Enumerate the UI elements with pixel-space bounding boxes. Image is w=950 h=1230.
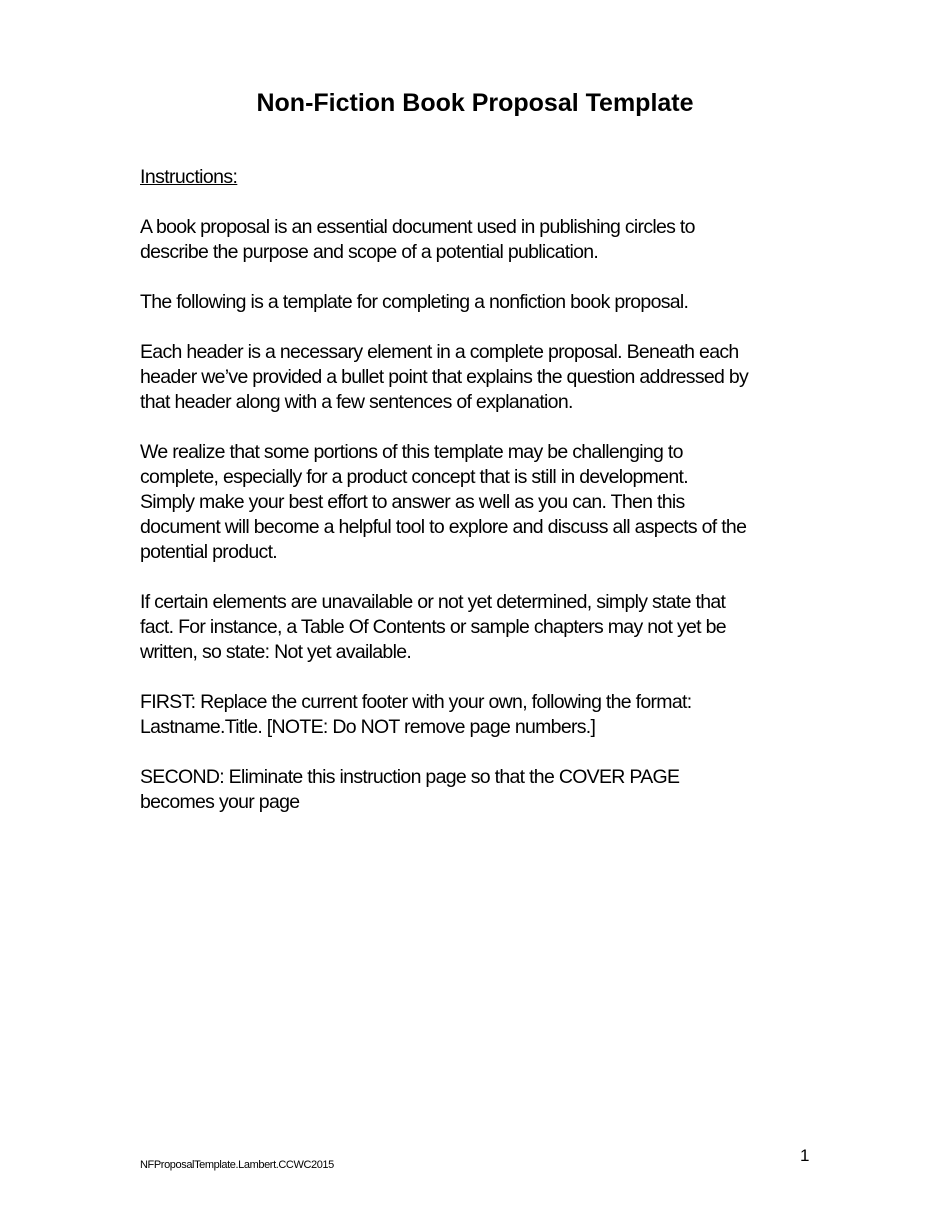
paragraph-line: potential product.: [140, 541, 278, 563]
page-number: 1: [800, 1146, 810, 1165]
paragraph-line: SECOND: Eliminate this instruction page so that the COVER PAGE: [140, 766, 680, 788]
paragraph-template-intro: [140, 290, 830, 315]
document-title: Non-Fiction Book Proposal Template: [256, 89, 694, 117]
instructions-section: [140, 165, 830, 840]
paragraph-unavailable-elements: [140, 590, 830, 665]
paragraph-challenges: [140, 440, 830, 565]
paragraph-line: Each header is a necessary element in a complete proposal. Beneath each: [140, 341, 739, 363]
paragraph-line: Simply make your best effort to answer as well as you can. Then this: [140, 491, 685, 513]
paragraph-line: Lastname.Title. [NOTE: Do NOT remove page numbers.]: [140, 716, 596, 738]
paragraph-second-step: [140, 765, 830, 815]
paragraph-line: FIRST: Replace the current footer with your own, following the format:: [140, 691, 692, 713]
paragraph-line: becomes your page: [140, 791, 300, 813]
paragraph-line: A book proposal is an essential document used in publishing circles to: [140, 216, 695, 238]
paragraph-line: written, so state: Not yet available.: [140, 641, 412, 663]
paragraph-line: header we’ve provided a bullet point that explains the question addressed by: [140, 366, 749, 388]
paragraph-line: fact. For instance, a Table Of Contents or sample chapters may not yet be: [140, 616, 726, 638]
paragraph-line: document will become a helpful tool to explore and discuss all aspects of the: [140, 516, 747, 538]
paragraph-header-explanation: [140, 340, 830, 415]
paragraph-line: complete, especially for a product concept that is still in development.: [140, 466, 688, 488]
paragraph-line: that header along with a few sentences of explanation.: [140, 391, 573, 413]
instructions-heading: Instructions:: [140, 166, 238, 188]
paragraph-line: If certain elements are unavailable or not yet determined, simply state that: [140, 591, 726, 613]
page-footer: NFProposalTemplate.Lambert.CCWC2015: [140, 1159, 334, 1171]
paragraph-line: We realize that some portions of this template may be challenging to: [140, 441, 683, 463]
paragraph-book-proposal: [140, 215, 830, 265]
paragraph-first-step: [140, 690, 830, 740]
paragraph-line: The following is a template for completing a nonfiction book proposal.: [140, 291, 689, 313]
paragraph-line: describe the purpose and scope of a potential publication.: [140, 241, 599, 263]
